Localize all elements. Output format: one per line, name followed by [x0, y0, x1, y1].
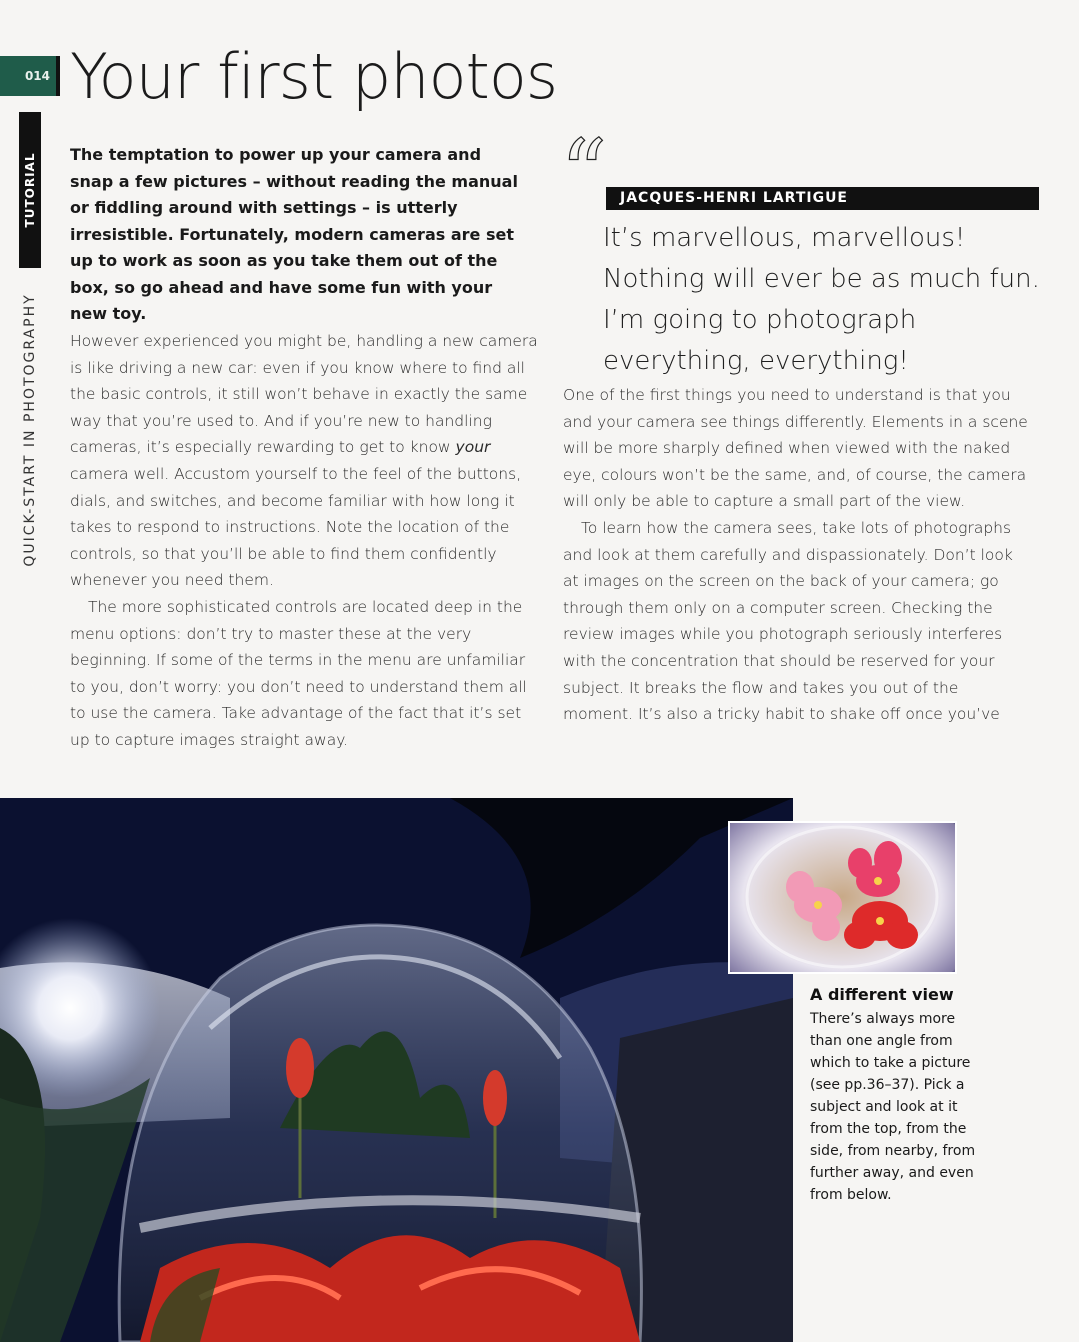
caption-body: There’s always more than one angle from which to take a picture (see pp.36–37). Pick a subject and look at it from the top, from the side, from nearby, from further away, and even from below.: [810, 1011, 976, 1203]
intro-paragraph: The temptation to power up your camera and snap a few pictures – without reading the manual or fiddling around with settings – is utterly irresistible. Fortunately, modern cameras are set up to work as soon as you take them out of the box, so go ahead and have some fun with your new toy.: [70, 145, 518, 323]
quote-mark-icon: “: [560, 120, 602, 227]
inset-caption: [810, 984, 985, 1206]
page-title: Your first photos: [70, 40, 558, 113]
section-label: QUICK-START IN PHOTOGRAPHY: [22, 293, 38, 567]
quote-author: JACQUES-HENRI LARTIGUE: [606, 187, 1039, 210]
left-paragraph-2: The more sophisticated controls are located deep in the menu options: don’t try to master these at the very beginning. If some of the terms in the menu are unfamiliar to you, don’t worry: you don’t need to understand them all to use the camera. Take advantage of the fact that it’s set up to capture images straight away.: [70, 597, 527, 749]
emphasis-your: your: [455, 438, 491, 457]
right-paragraph-2: To learn how the camera sees, take lots of photographs and look at them carefully and dispassionately. Don’t look at images on the screen on the back of your camera; go through them only on a computer screen. Checking the review images while you photograph seriously interferes with the concentration that should be reserved for your subject. It breaks the flow and takes you out of the moment. It’s also a tricky habit to shake off once you’ve: [563, 518, 1013, 724]
page-number-tab: [0, 56, 56, 96]
section-tab-label: TUTORIAL: [23, 152, 37, 228]
right-paragraph-1: One of the first things you need to understand is that you and your camera see things differently. Elements in a scene will be more sharply defined when viewed with the naked eye, colours won’t be the same, and, of course, the camera will only be able to capture a small part of the view.: [563, 386, 1028, 511]
left-column: [70, 328, 540, 754]
title-rule: [56, 56, 60, 96]
quote-text: It’s marvellous, marvellous! Nothing will ever be as much fun. I’m going to photograph everything, everything!: [603, 223, 1040, 376]
inset-photo-flowers: [728, 821, 957, 974]
right-column: [563, 382, 1033, 728]
caption-title: A different view: [810, 985, 954, 1004]
glass-dome-illustration: [0, 798, 793, 1342]
left-paragraph-1: However experienced you might be, handling a new camera is like driving a new car: even if you know where to find all the basic controls, it still won’t behave in exactly the same way that you’re used to. And if you’re new to handling cameras, it’s especially rewarding to get to know your camera well. Accustom yourself to the feel of the buttons, dials, and switches, and become familiar with how long it takes to respond to instructions. Note the location of the controls, so that you’ll be able to find them confidently whenever you need them.: [70, 332, 538, 590]
page-number: 014: [24, 69, 50, 83]
flower-bowl-illustration: [730, 823, 955, 972]
section-tab: [19, 112, 41, 268]
main-photo-glass-dome: [0, 798, 793, 1342]
